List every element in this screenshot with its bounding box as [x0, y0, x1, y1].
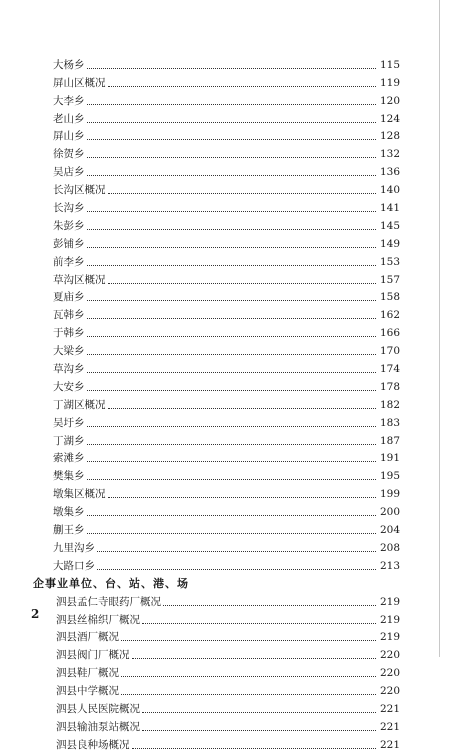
toc-entry-page: 221 [379, 738, 400, 751]
toc-entry [0, 375, 450, 393]
toc-entry [0, 554, 450, 572]
dot-leader [87, 156, 377, 158]
toc-entry [0, 357, 450, 375]
dot-leader [97, 568, 376, 570]
dot-leader [121, 693, 376, 695]
dot-leader [87, 210, 377, 212]
toc-entry-page: 221 [379, 720, 400, 733]
dot-leader [121, 639, 376, 641]
toc-entry [0, 518, 450, 536]
toc-entry-page: 220 [379, 667, 400, 680]
toc-entry-page: 153 [379, 255, 400, 268]
toc-entry-page: 132 [379, 148, 400, 161]
toc-entry [0, 196, 450, 214]
toc-entry [0, 464, 450, 482]
toc-entry-page: 220 [379, 685, 400, 698]
toc-list [0, 53, 450, 751]
toc-section-townships [0, 53, 450, 572]
toc-entry-title: 泗县良种场概况 [56, 738, 130, 751]
toc-entry-title: 吴店乡 [53, 166, 85, 179]
toc-entry-title: 泗县输油泵站概况 [56, 720, 140, 733]
toc-entry-title: 泗县阀门厂概况 [56, 649, 130, 662]
dot-leader [108, 496, 377, 498]
toc-entry [0, 232, 450, 250]
toc-entry-title: 前李乡 [53, 255, 85, 268]
toc-entry-page: 145 [379, 219, 400, 232]
toc-entry-title: 泗县孟仁寺眼药厂概况 [56, 595, 161, 608]
dot-leader [142, 622, 376, 624]
dot-leader [87, 317, 377, 319]
toc-entry-title: 大路口乡 [53, 559, 95, 572]
toc-entry-title: 草沟区概况 [53, 273, 106, 286]
toc-entry-title: 于韩乡 [53, 327, 85, 340]
toc-entry-title: 墩集乡 [53, 506, 85, 519]
toc-entry-title: 夏庙乡 [53, 291, 85, 304]
dot-leader [142, 729, 376, 731]
toc-entry-title: 老山乡 [53, 112, 85, 125]
toc-entry-page: 174 [379, 363, 400, 376]
toc-entry-page: 128 [379, 130, 400, 143]
toc-entry [0, 697, 450, 715]
toc-entry-page: 158 [379, 291, 400, 304]
toc-entry-title: 九里沟乡 [53, 541, 95, 554]
toc-entry-title: 大梁乡 [53, 345, 85, 358]
toc-entry-page: 140 [379, 184, 400, 197]
toc-entry-title: 大李乡 [53, 94, 85, 107]
toc-entry-title: 大安乡 [53, 380, 85, 393]
dot-leader [108, 407, 377, 409]
toc-entry-title: 泗县酒厂概况 [56, 631, 119, 644]
dot-leader [87, 532, 377, 534]
toc-entry-page: 115 [379, 58, 400, 71]
toc-entry-title: 瓦韩乡 [53, 309, 85, 322]
toc-entry [0, 303, 450, 321]
dot-leader [87, 425, 377, 427]
toc-entry [0, 71, 450, 89]
toc-entry-title: 大杨乡 [53, 58, 85, 71]
toc-entry-title: 索滩乡 [53, 452, 85, 465]
toc-entry-title: 墩集区概况 [53, 488, 106, 501]
toc-entry [0, 393, 450, 411]
toc-entry-page: 219 [379, 631, 400, 644]
toc-entry [0, 447, 450, 465]
toc-entry [0, 142, 450, 160]
toc-entry [0, 214, 450, 232]
dot-leader [87, 514, 377, 516]
dot-leader [87, 299, 377, 301]
toc-entry [0, 608, 450, 626]
toc-entry-page: 221 [379, 702, 400, 715]
toc-entry-page: 170 [379, 345, 400, 358]
section-header: 企事业单位、台、站、港、场 [33, 576, 189, 590]
toc-entry-page: 195 [379, 470, 400, 483]
toc-entry [0, 268, 450, 286]
toc-entry-title: 蒯王乡 [53, 524, 85, 537]
toc-entry [0, 590, 450, 608]
toc-entry [0, 125, 450, 143]
toc-entry [0, 429, 450, 447]
toc-entry-page: 213 [379, 559, 400, 572]
toc-entry-title: 泗县丝棉织厂概况 [56, 613, 140, 626]
toc-entry [0, 53, 450, 71]
toc-entry [0, 500, 450, 518]
toc-entry [0, 411, 450, 429]
toc-entry [0, 679, 450, 697]
toc-entry [0, 626, 450, 644]
page-edge [439, 0, 440, 657]
toc-entry [0, 339, 450, 357]
toc-entry-title: 长沟乡 [53, 202, 85, 215]
toc-entry [0, 536, 450, 554]
toc-entry [0, 733, 450, 751]
toc-entry-page: 120 [379, 94, 400, 107]
toc-entry-page: 199 [379, 488, 400, 501]
dot-leader [97, 550, 376, 552]
dot-leader [87, 246, 377, 248]
toc-entry-page: 162 [379, 309, 400, 322]
dot-leader [142, 711, 376, 713]
toc-entry-page: 200 [379, 506, 400, 519]
toc-entry [0, 321, 450, 339]
toc-entry [0, 715, 450, 733]
dot-leader [87, 103, 377, 105]
toc-entry-title: 丁湖乡 [53, 434, 85, 447]
toc-entry-page: 219 [379, 595, 400, 608]
dot-leader [108, 85, 377, 87]
toc-entry-title: 彭铺乡 [53, 237, 85, 250]
toc-section-enterprises [0, 590, 450, 751]
toc-entry-title: 屏山乡 [53, 130, 85, 143]
toc-entry-title: 草沟乡 [53, 363, 85, 376]
dot-leader [121, 675, 376, 677]
dot-leader [87, 138, 377, 140]
toc-entry-page: 124 [379, 112, 400, 125]
toc-entry [0, 643, 450, 661]
toc-entry-page: 220 [379, 649, 400, 662]
dot-leader [87, 389, 377, 391]
toc-entry-page: 178 [379, 380, 400, 393]
toc-entry-title: 泗县鞋厂概况 [56, 667, 119, 680]
toc-entry-page: 149 [379, 237, 400, 250]
dot-leader [87, 460, 377, 462]
toc-entry-title: 屏山区概况 [53, 76, 106, 89]
dot-leader [87, 371, 377, 373]
dot-leader [87, 443, 377, 445]
toc-entry-page: 208 [379, 541, 400, 554]
dot-leader [163, 604, 376, 606]
page-number: 2 [31, 607, 40, 621]
dot-leader [132, 657, 377, 659]
toc-entry-title: 徐贺乡 [53, 148, 85, 161]
toc-entry-title: 丁湖区概况 [53, 398, 106, 411]
toc-entry [0, 160, 450, 178]
toc-entry-page: 141 [379, 202, 400, 215]
dot-leader [87, 67, 377, 69]
dot-leader [87, 121, 377, 123]
toc-entry [0, 482, 450, 500]
toc-entry-page: 219 [379, 613, 400, 626]
dot-leader [108, 192, 377, 194]
toc-entry-page: 119 [379, 76, 400, 89]
dot-leader [108, 282, 377, 284]
dot-leader [87, 478, 377, 480]
dot-leader [87, 353, 377, 355]
dot-leader [87, 228, 377, 230]
toc-entry-title: 泗县中学概况 [56, 685, 119, 698]
toc-entry-title: 泗县人民医院概况 [56, 702, 140, 715]
dot-leader [87, 335, 377, 337]
toc-entry [0, 89, 450, 107]
toc-entry [0, 286, 450, 304]
toc-entry-title: 长沟区概况 [53, 184, 106, 197]
toc-entry-page: 182 [379, 398, 400, 411]
toc-entry-title: 樊集乡 [53, 470, 85, 483]
toc-entry-title: 吴圩乡 [53, 416, 85, 429]
toc-entry [0, 107, 450, 125]
dot-leader [87, 174, 377, 176]
toc-entry [0, 661, 450, 679]
toc-entry-page: 187 [379, 434, 400, 447]
toc-entry [0, 250, 450, 268]
toc-entry [0, 178, 450, 196]
toc-entry-page: 204 [379, 524, 400, 537]
toc-entry-page: 183 [379, 416, 400, 429]
toc-entry-page: 166 [379, 327, 400, 340]
dot-leader [87, 264, 377, 266]
toc-entry-page: 136 [379, 166, 400, 179]
toc-entry-page: 157 [379, 273, 400, 286]
toc-entry-page: 191 [379, 452, 400, 465]
toc-entry-title: 朱彭乡 [53, 219, 85, 232]
dot-leader [132, 747, 377, 749]
